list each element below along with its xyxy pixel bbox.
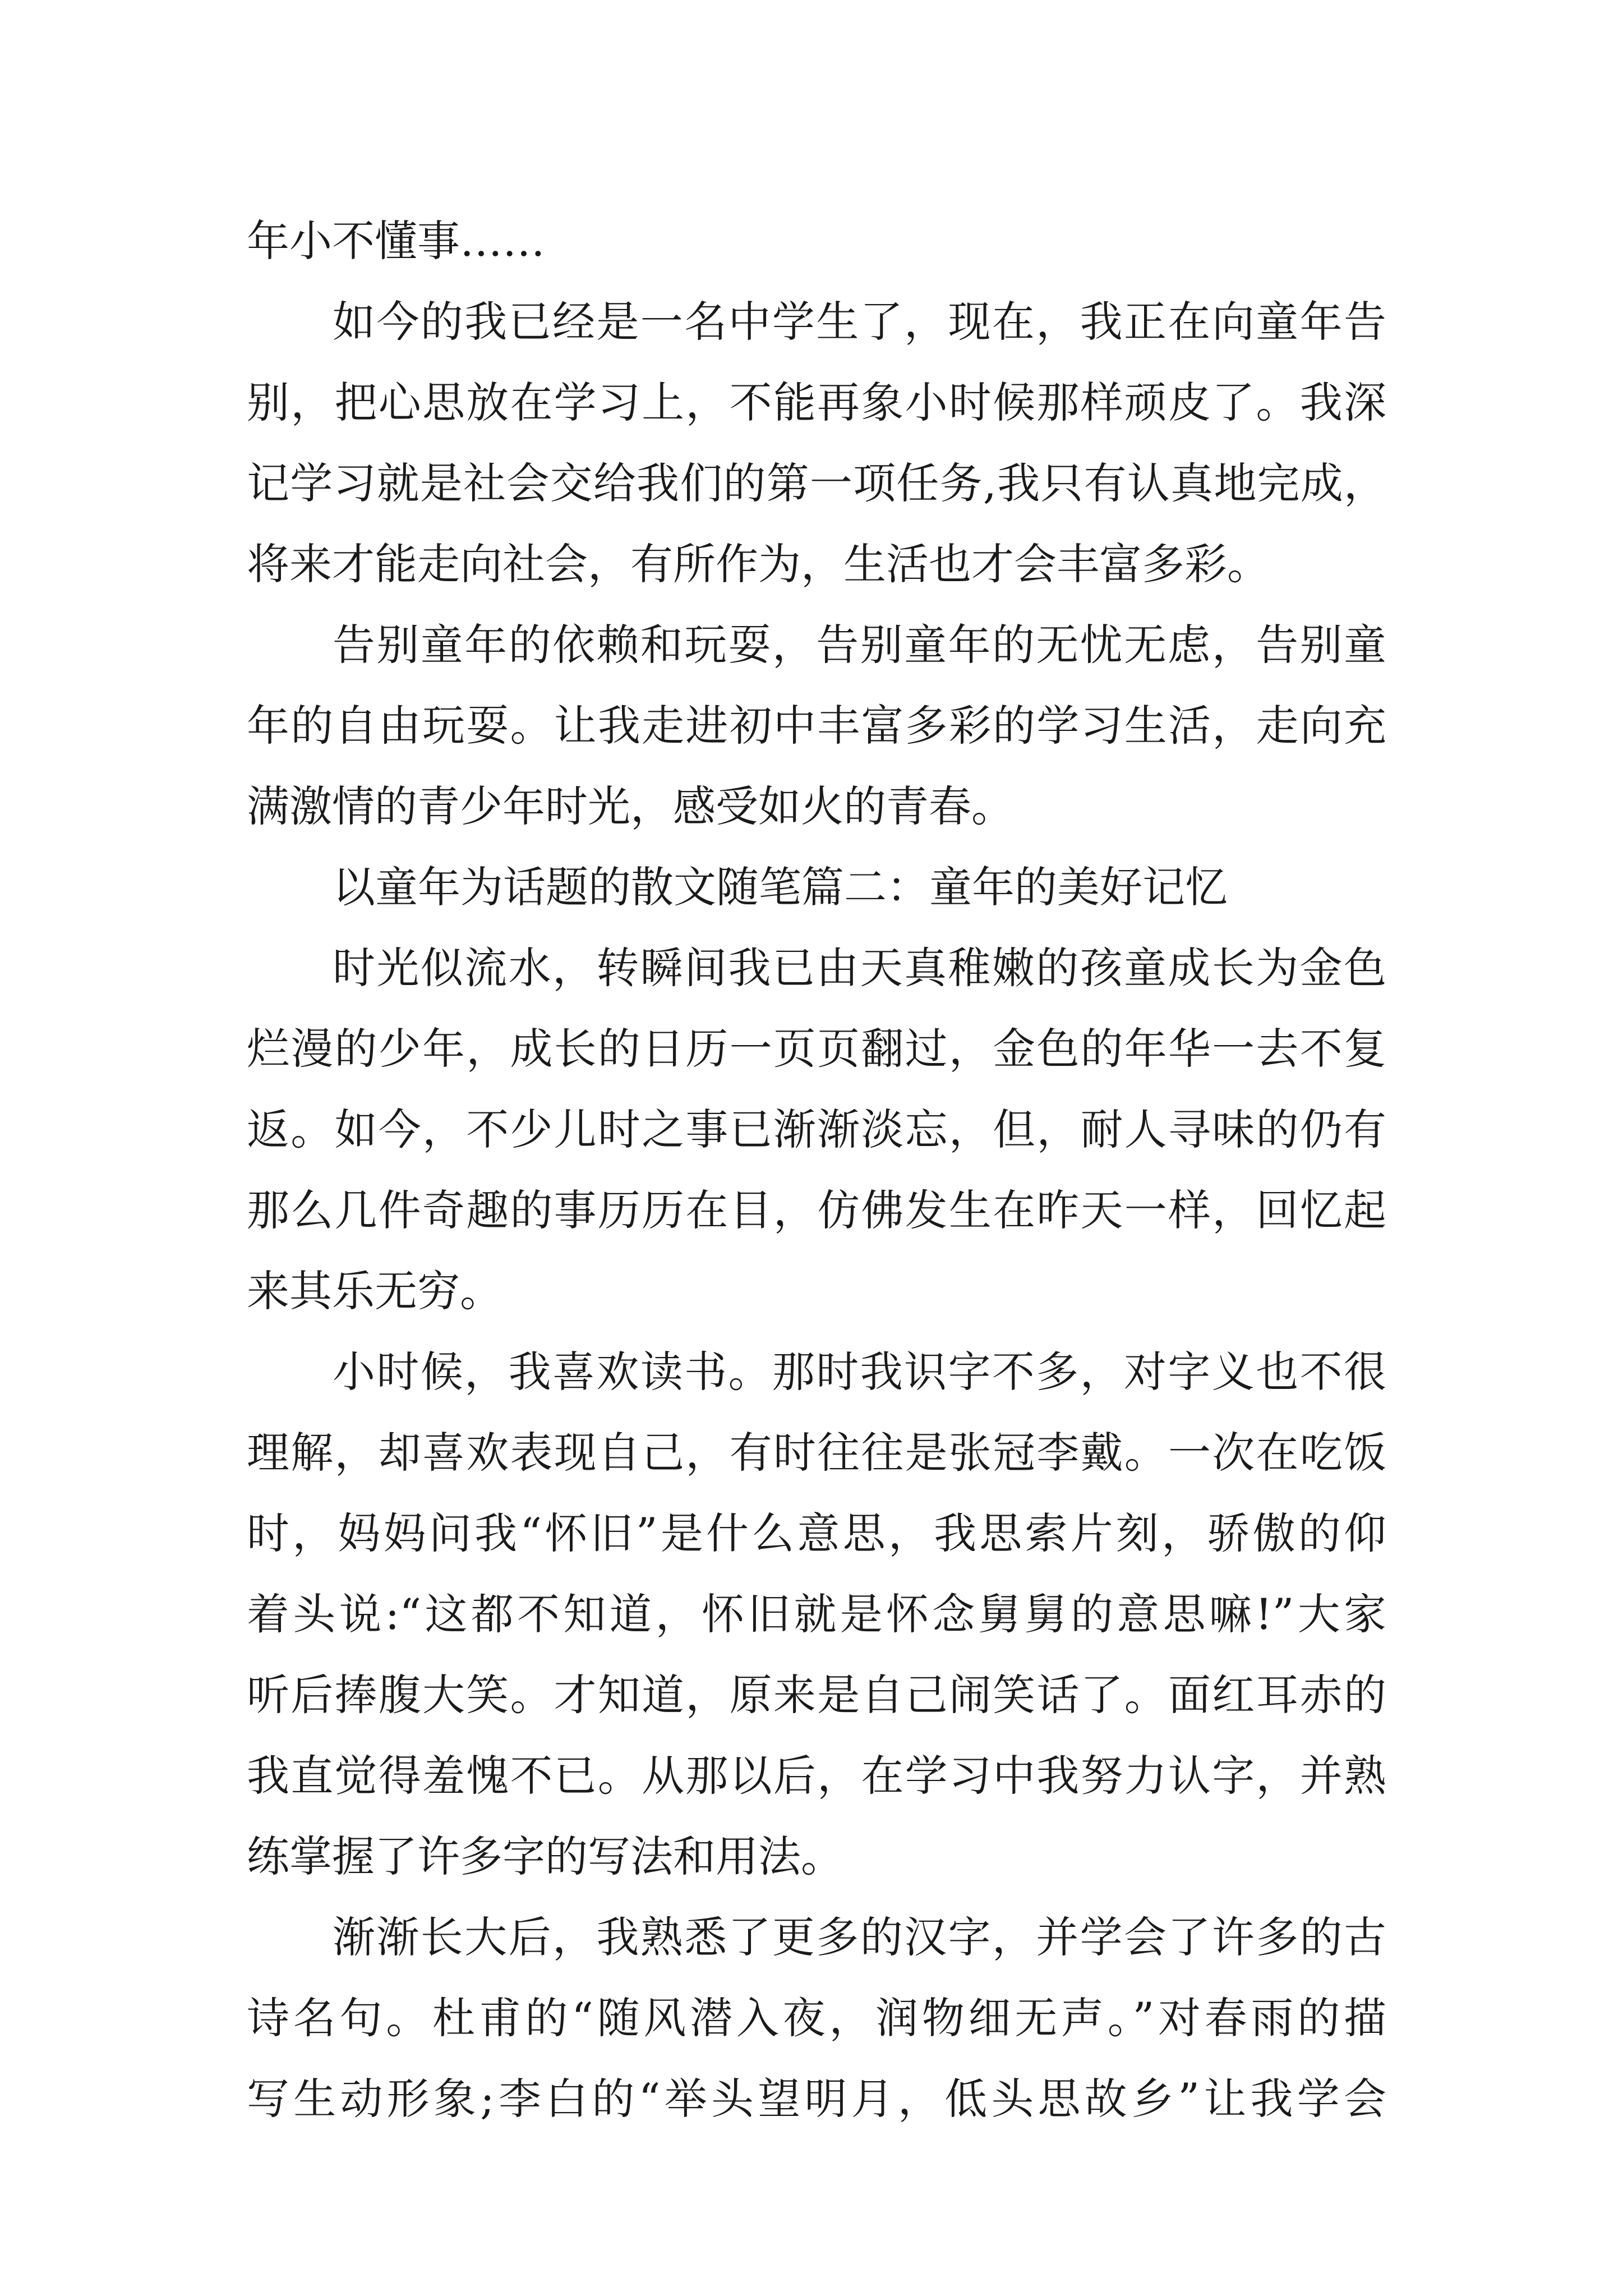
body-text: [247, 201, 1386, 2139]
text-line: 别，把心思放在学习上，不能再象小时候那样顽皮了。我深: [247, 378, 1386, 427]
text-line: 将来才能走向社会，有所作为，生活也才会丰富多彩。: [247, 539, 1270, 589]
text-line: 烂漫的少年，成长的日历一页页翻过，金色的年华一去不复: [247, 1024, 1386, 1074]
text-line: 诗名句。杜甫的“随风潜入夜，润物细无声。”对春雨的描: [247, 1993, 1386, 2043]
text-line: 听后捧腹大笑。才知道，原来是自己闹笑话了。面红耳赤的: [247, 1670, 1386, 1720]
text-line: 时光似流水，转瞬间我已由天真稚嫩的孩童成长为金色: [333, 943, 1386, 993]
text-line: 写生动形象;李白的“举头望明月，低头思故乡”让我学会: [247, 2074, 1386, 2124]
text-line: 那么几件奇趣的事历历在目，仿佛发生在昨天一样，回忆起: [247, 1185, 1386, 1235]
text-line: 时，妈妈问我“怀旧”是什么意思，我思索片刻，骄傲的仰: [247, 1508, 1386, 1558]
text-line: 年小不懂事……: [247, 216, 545, 266]
text-line: 小时候，我喜欢读书。那时我识字不多，对字义也不很: [333, 1347, 1386, 1397]
text-line: 年的自由玩耍。让我走进初中丰富多彩的学习生活，走向充: [247, 701, 1386, 751]
text-line: 如今的我已经是一名中学生了，现在，我正在向童年告: [333, 297, 1386, 347]
text-line: 满激情的青少年时光，感受如火的青春。: [247, 781, 1014, 831]
text-line: 返。如今，不少儿时之事已渐渐淡忘，但，耐人寻味的仍有: [247, 1105, 1386, 1154]
text-line: 记学习就是社会交给我们的第一项任务,我只有认真地完成，: [247, 458, 1386, 508]
text-line: 着头说:“这都不知道，怀旧就是怀念舅舅的意思嘛!”大家: [247, 1589, 1386, 1639]
text-line: 理解，却喜欢表现自己，有时往往是张冠李戴。一次在吃饭: [247, 1428, 1386, 1478]
section-heading: 以童年为话题的散文随笔篇二：童年的美好记忆: [333, 862, 1228, 912]
text-line: 练掌握了许多字的写法和用法。: [247, 1832, 843, 1881]
text-line: 来其乐无穷。: [247, 1266, 502, 1316]
text-line: 告别童年的依赖和玩耍，告别童年的无忧无虑，告别童: [333, 620, 1386, 670]
text-line: 我直觉得羞愧不已。从那以后，在学习中我努力认字，并熟: [247, 1751, 1386, 1801]
text-line: 渐渐长大后，我熟悉了更多的汉字，并学会了许多的古: [333, 1912, 1386, 1962]
